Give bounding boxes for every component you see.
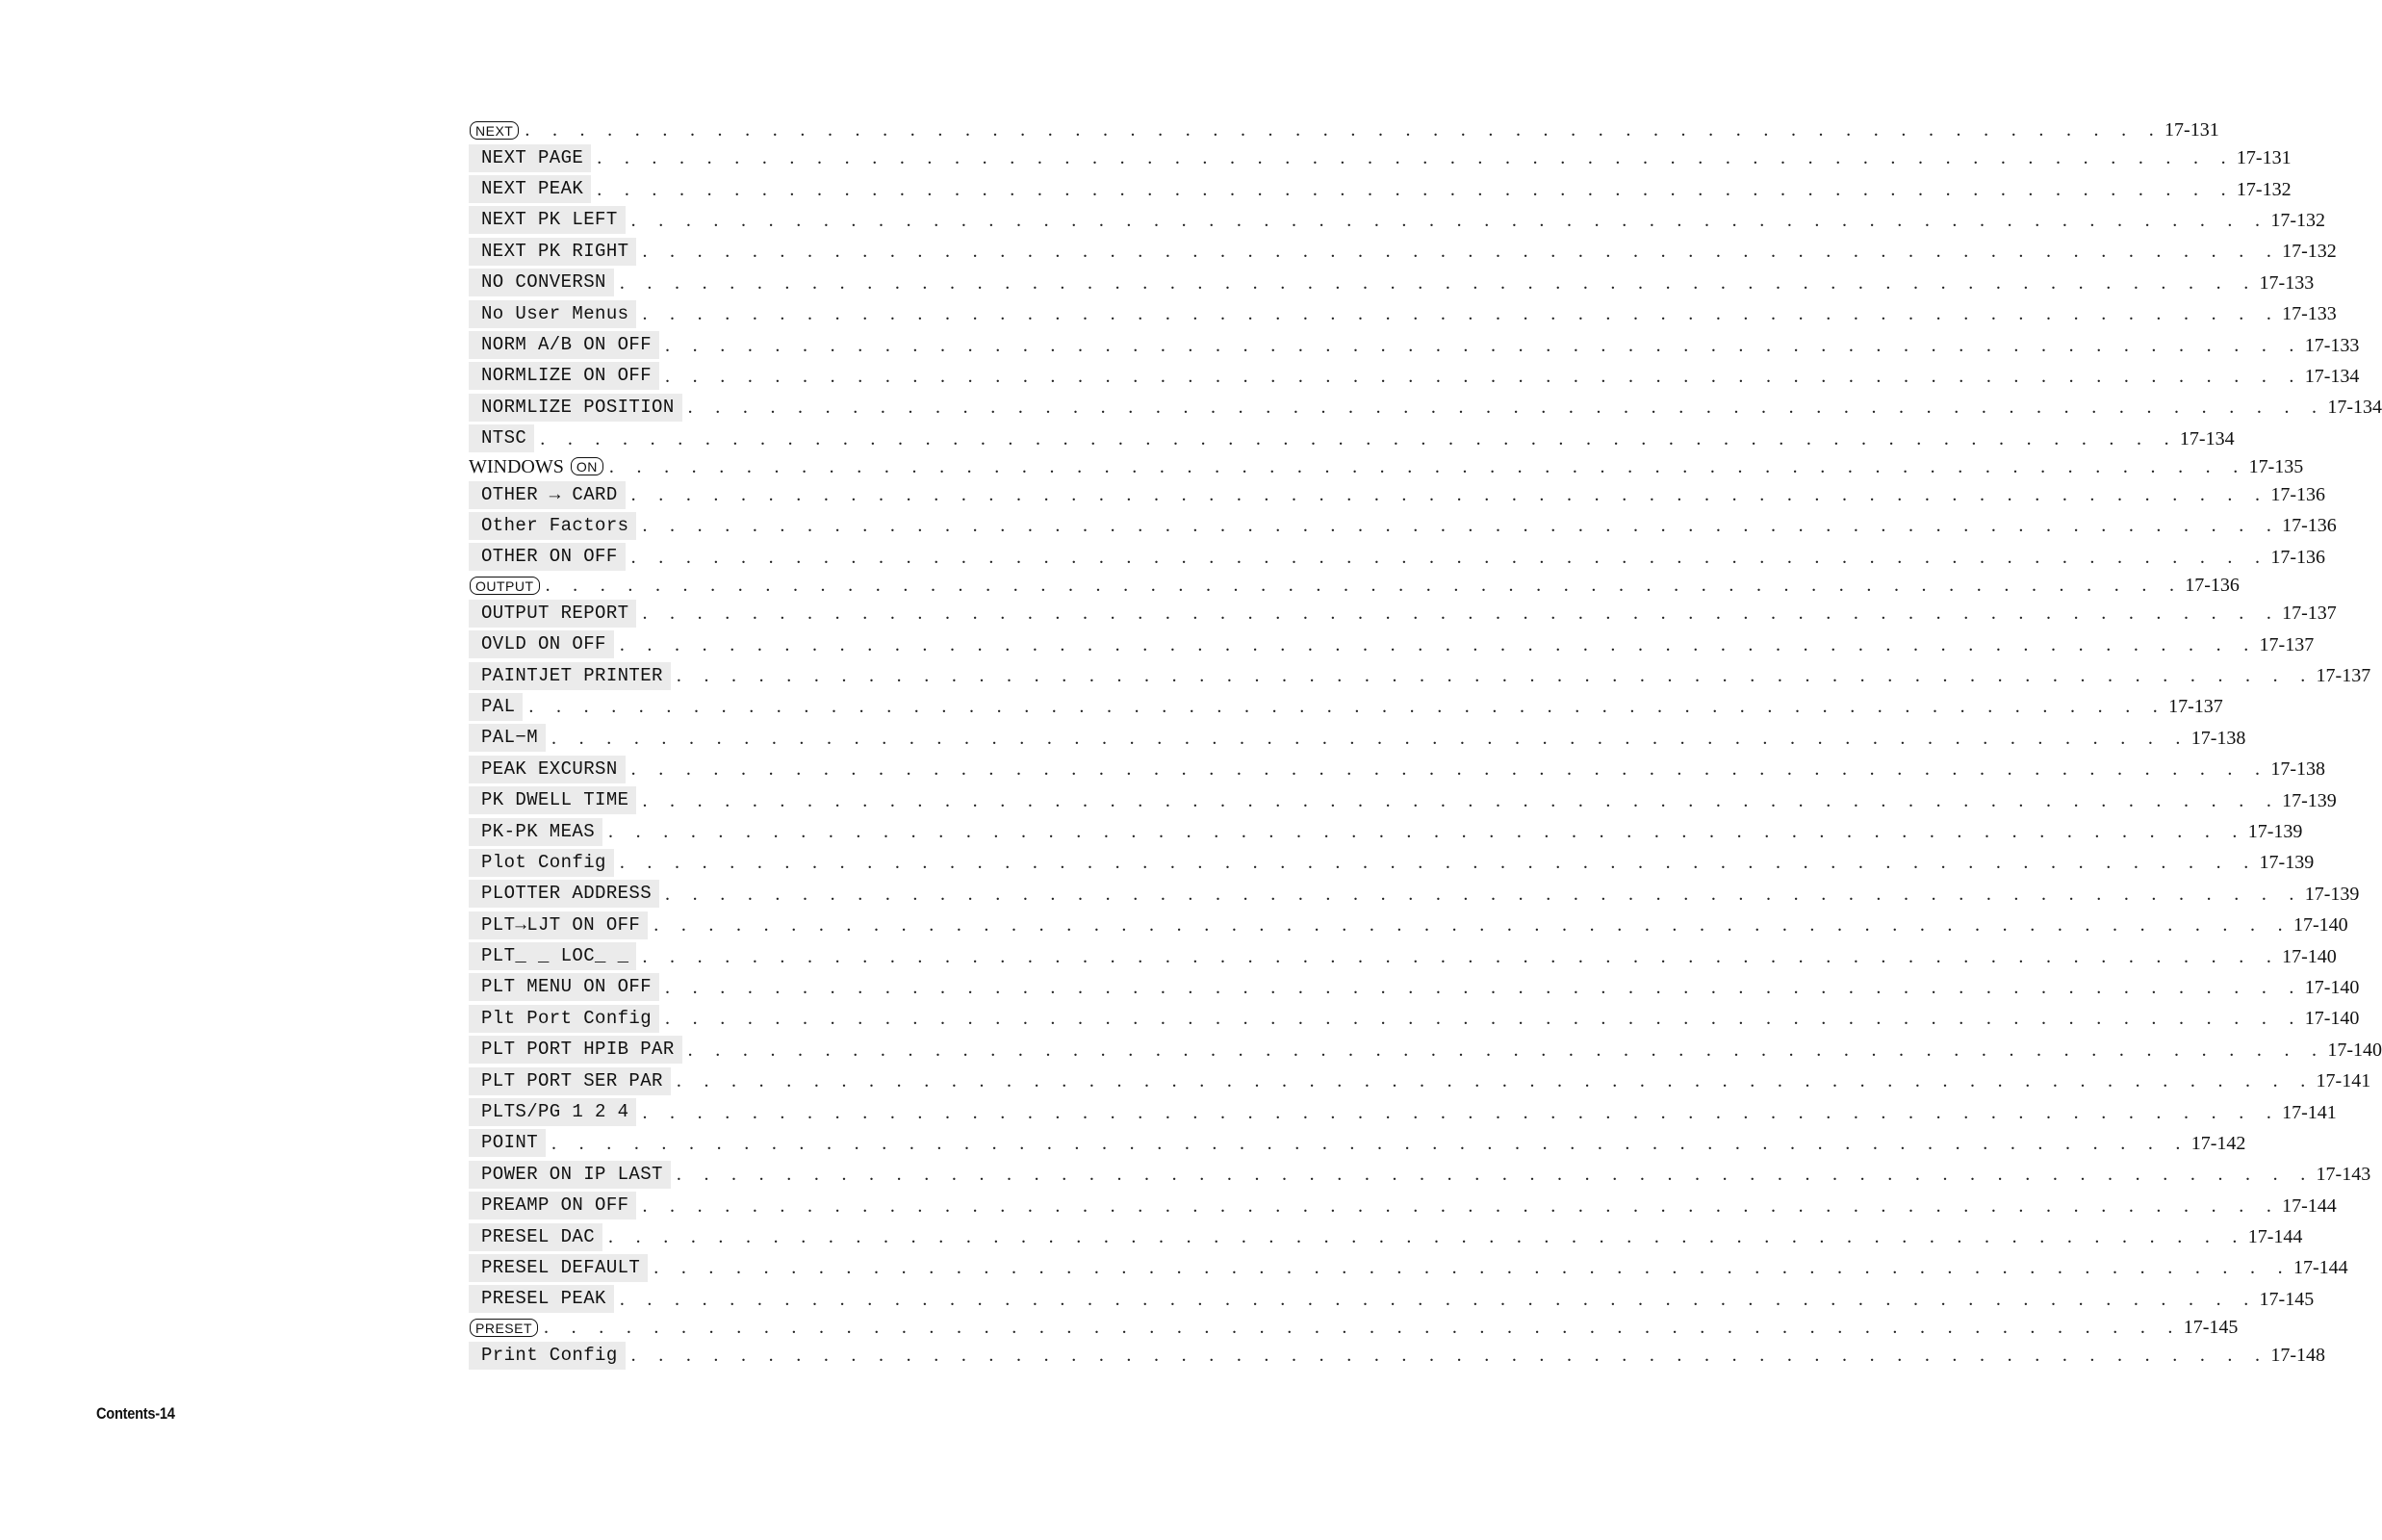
leader-dots: . . . . . . . . . . . . . . . . . . . . . . . . . . . . . . . . . . . . . . . . . . . . . . . . . . . . . . . . . . . .: [687, 1039, 2326, 1061]
toc-entry: [469, 691, 2223, 722]
toc-page-number: 17-138: [2190, 727, 2246, 749]
leader-dots: . . . . . . . . . . . . . . . . . . . . . . . . . . . . . . . . . . . . . . . . . . . . . . . . . . . . . . . . . . . .: [665, 334, 2303, 356]
toc-page-number: 17-144: [2247, 1226, 2303, 1248]
leader-dots: . . . . . . . . . . . . . . . . . . . . . . . . . . . . . . . . . . . . . . . . . . . . . . . . . . . . . . . . . . . .: [597, 178, 2235, 200]
softkey-label: PRESEL DEFAULT: [469, 1254, 648, 1282]
softkey-label: NTSC: [469, 424, 534, 452]
softkey-label: PLT→LJT ON OFF: [469, 911, 648, 939]
toc-page-number: 17-134: [2327, 397, 2382, 419]
leader-dots: . . . . . . . . . . . . . . . . . . . . . . . . . . . . . . . . . . . . . . . . . . . . . . . . . . . . . . . . . . . .: [642, 1194, 2281, 1217]
toc-page-number: 17-133: [2282, 303, 2337, 325]
toc-entry: [469, 1159, 2371, 1190]
toc-entry: [469, 629, 2315, 659]
toc-page-number: 17-135: [2248, 455, 2304, 477]
leader-dots: . . . . . . . . . . . . . . . . . . . . . . . . . . . . . . . . . . . . . . . . . . . . . . . . . . . . . . . . . . . .: [630, 546, 2269, 568]
leader-dots: . . . . . . . . . . . . . . . . . . . . . . . . . . . . . . . . . . . . . . . . . . . . . . . . . . . . . . . . . . . .: [676, 1164, 2315, 1186]
softkey-label: PAL−M: [469, 724, 546, 752]
leader-dots: . . . . . . . . . . . . . . . . . . . . . . . . . . . . . . . . . . . . . . . . . . . . . . . . . . . . . . . . . . . .: [687, 397, 2326, 419]
leader-dots: . . . . . . . . . . . . . . . . . . . . . . . . . . . . . . . . . . . . . . . . . . . . . . . . . . . . . . . . . . . .: [551, 1132, 2190, 1154]
leader-dots: . . . . . . . . . . . . . . . . . . . . . . . . . . . . . . . . . . . . . . . . . . . . . . . . . . . . . . . . . . . .: [653, 1257, 2292, 1279]
leader-dots: . . . . . . . . . . . . . . . . . . . . . . . . . . . . . . . . . . . . . . . . . . . . . . . . . . . . . . . . . . . .: [653, 914, 2292, 937]
toc-page-number: 17-133: [2304, 334, 2360, 356]
hardkey-label: ON: [571, 457, 603, 475]
toc-page-number: 17-141: [2282, 1101, 2337, 1123]
leader-dots: . . . . . . . . . . . . . . . . . . . . . . . . . . . . . . . . . . . . . . . . . . . . . . . . . . . . . . . . . . . .: [665, 1008, 2303, 1030]
leader-dots: . . . . . . . . . . . . . . . . . . . . . . . . . . . . . . . . . . . . . . . . . . . . . . . . . . . . . . . . . . . .: [630, 758, 2269, 781]
toc-entry: [469, 1340, 2325, 1371]
toc-page-number: 17-140: [2327, 1039, 2382, 1061]
softkey-label: POINT: [469, 1129, 546, 1157]
toc-page-number: 17-132: [2282, 241, 2337, 263]
toc-page-number: 17-139: [2259, 852, 2315, 874]
leader-dots: . . . . . . . . . . . . . . . . . . . . . . . . . . . . . . . . . . . . . . . . . . . . . . . . . . . . . . . . . . . .: [665, 365, 2303, 387]
leader-dots: . . . . . . . . . . . . . . . . . . . . . . . . . . . . . . . . . . . . . . . . . . . . . . . . . . . . . . . . . . . .: [642, 515, 2281, 537]
leader-dots: . . . . . . . . . . . . . . . . . . . . . . . . . . . . . . . . . . . . . . . . . . . . . . . . . . . . . . . . . . . .: [528, 696, 2167, 718]
toc-entry: [469, 1315, 2239, 1340]
toc-page-number: 17-131: [2164, 119, 2219, 141]
leader-dots: . . . . . . . . . . . . . . . . . . . . . . . . . . . . . . . . . . . . . . . . . . . . . . . . . . . . . . . . . . . .: [642, 603, 2281, 625]
toc-entry: [469, 1065, 2371, 1096]
toc-entry: [469, 142, 2292, 173]
toc-entry: [469, 940, 2337, 971]
leader-dots: . . . . . . . . . . . . . . . . . . . . . . . . . . . . . . . . . . . . . . . . . . . . . . . . . . . . . . . . . . . .: [642, 945, 2281, 967]
softkey-label: PLOTTER ADDRESS: [469, 880, 659, 908]
toc-page-number: 17-140: [2304, 976, 2360, 998]
softkey-label: OTHER → CARD: [469, 481, 626, 509]
toc-page-number: 17-140: [2292, 914, 2348, 937]
toc-page-number: 17-132: [2270, 209, 2325, 231]
toc-entry: [469, 510, 2337, 541]
toc-entry: [469, 816, 2303, 847]
leader-dots: . . . . . . . . . . . . . . . . . . . . . . . . . . . . . . . . . . . . . . . . . . . . . . . . . . . . . . . . . . . .: [525, 119, 2164, 141]
toc-entry: [469, 454, 2304, 479]
leader-dots: . . . . . . . . . . . . . . . . . . . . . . . . . . . . . . . . . . . . . . . . . . . . . . . . . . . . . . . . . . . .: [642, 789, 2281, 811]
toc-page-number: 17-139: [2247, 821, 2303, 842]
toc-page-number: 17-134: [2179, 427, 2235, 449]
softkey-label: PAL: [469, 693, 523, 721]
leader-dots: . . . . . . . . . . . . . . . . . . . . . . . . . . . . . . . . . . . . . . . . . . . . . . . . . . . . . . . . . . . .: [665, 976, 2303, 998]
toc-entry-mixed-label: [469, 457, 603, 476]
leader-dots: . . . . . . . . . . . . . . . . . . . . . . . . . . . . . . . . . . . . . . . . . . . . . . . . . . . . . . . . . . . .: [619, 1288, 2258, 1310]
toc-entry: [469, 879, 2360, 910]
softkey-label: PLTS/PG 1 2 4: [469, 1098, 636, 1126]
toc-entry-prefix: WINDOWS: [469, 455, 564, 477]
hardkey-label: OUTPUT: [470, 577, 540, 595]
toc-page-number: 17-133: [2259, 271, 2315, 294]
softkey-label: PLT PORT SER PAR: [469, 1067, 671, 1095]
toc-page-number: 17-143: [2316, 1164, 2371, 1186]
leader-dots: . . . . . . . . . . . . . . . . . . . . . . . . . . . . . . . . . . . . . . . . . . . . . . . . . . . . . . . . . . . .: [619, 852, 2258, 874]
leader-dots: . . . . . . . . . . . . . . . . . . . . . . . . . . . . . . . . . . . . . . . . . . . . . . . . . . . . . . . . . . . .: [676, 1070, 2315, 1092]
toc-page-number: 17-144: [2282, 1194, 2337, 1217]
leader-dots: . . . . . . . . . . . . . . . . . . . . . . . . . . . . . . . . . . . . . . . . . . . . . . . . . . . . . . . . . . . .: [665, 883, 2303, 905]
softkey-label: NO CONVERSN: [469, 269, 614, 296]
toc-page-number: 17-140: [2282, 945, 2337, 967]
toc-entry: [469, 236, 2337, 267]
softkey-label: Print Config: [469, 1342, 626, 1370]
softkey-label: NEXT PEAK: [469, 175, 591, 203]
softkey-label: PREAMP ON OFF: [469, 1192, 636, 1219]
leader-dots: . . . . . . . . . . . . . . . . . . . . . . . . . . . . . . . . . . . . . . . . . . . . . . . . . . . . . . . . . . . .: [545, 575, 2184, 597]
leader-dots: . . . . . . . . . . . . . . . . . . . . . . . . . . . . . . . . . . . . . . . . . . . . . . . . . . . . . . . . . . . .: [619, 271, 2258, 294]
toc-page-number: 17-134: [2304, 365, 2360, 387]
softkey-label: Plt Port Config: [469, 1005, 659, 1033]
leader-dots: . . . . . . . . . . . . . . . . . . . . . . . . . . . . . . . . . . . . . . . . . . . . . . . . . . . . . . . . . . . .: [630, 209, 2269, 231]
softkey-label: PLT MENU ON OFF: [469, 973, 659, 1001]
softkey-label: Other Factors: [469, 512, 636, 540]
softkey-label: POWER ON IP LAST: [469, 1161, 671, 1189]
toc-page-number: 17-137: [2259, 633, 2315, 655]
leader-dots: . . . . . . . . . . . . . . . . . . . . . . . . . . . . . . . . . . . . . . . . . . . . . . . . . . . . . . . . . . . .: [597, 147, 2235, 169]
toc-entry: [469, 329, 2360, 360]
softkey-label: NORMLIZE POSITION: [469, 394, 682, 422]
toc-entry: [469, 1221, 2303, 1252]
softkey-label: PRESEL DAC: [469, 1223, 602, 1251]
toc-page-number: 17-141: [2316, 1070, 2371, 1092]
leader-dots: . . . . . . . . . . . . . . . . . . . . . . . . . . . . . . . . . . . . . . . . . . . . . . . . . . . . . . . . . . . .: [676, 665, 2315, 687]
leader-dots: . . . . . . . . . . . . . . . . . . . . . . . . . . . . . . . . . . . . . . . . . . . . . . . . . . . . . . . . . . . .: [608, 821, 2246, 842]
softkey-label: NORMLIZE ON OFF: [469, 362, 659, 390]
hardkey-label: NEXT: [470, 121, 519, 140]
toc-entry: [469, 392, 2382, 423]
toc-page-number: 17-138: [2270, 758, 2325, 781]
softkey-label: PAINTJET PRINTER: [469, 662, 671, 690]
toc-entry: [469, 173, 2292, 204]
toc-page-number: 17-136: [2270, 546, 2325, 568]
table-of-contents: [469, 117, 2382, 1371]
toc-page-number: 17-142: [2190, 1132, 2246, 1154]
softkey-label: NEXT PK RIGHT: [469, 238, 636, 266]
leader-dots: . . . . . . . . . . . . . . . . . . . . . . . . . . . . . . . . . . . . . . . . . . . . . . . . . . . . . . . . . . . .: [540, 427, 2178, 449]
toc-page-number: 17-139: [2304, 883, 2360, 905]
toc-page-number: 17-136: [2185, 575, 2240, 597]
toc-entry: [469, 542, 2325, 573]
toc-entry: [469, 1284, 2315, 1315]
toc-entry: [469, 1035, 2382, 1065]
toc-entry: [469, 298, 2337, 329]
hardkey-label: PRESET: [470, 1319, 538, 1337]
toc-entry: [469, 972, 2360, 1003]
toc-page-number: 17-145: [2259, 1288, 2315, 1310]
toc-entry: [469, 1003, 2360, 1034]
toc-entry: [469, 1128, 2246, 1159]
softkey-label: PEAK EXCURSN: [469, 756, 626, 783]
toc-entry: [469, 660, 2371, 691]
softkey-label: PK DWELL TIME: [469, 786, 636, 814]
softkey-label: OTHER ON OFF: [469, 543, 626, 571]
toc-entry: [469, 479, 2325, 510]
softkey-label: NORM A/B ON OFF: [469, 331, 659, 359]
leader-dots: . . . . . . . . . . . . . . . . . . . . . . . . . . . . . . . . . . . . . . . . . . . . . . . . . . . . . . . . . . . .: [642, 303, 2281, 325]
softkey-label: OUTPUT REPORT: [469, 600, 636, 628]
softkey-label: PLT_ _ LOC_ _: [469, 942, 636, 970]
toc-page-number: 17-144: [2292, 1257, 2348, 1279]
toc-entry: [469, 1191, 2337, 1221]
toc-entry: [469, 117, 2219, 142]
page-footer-label: Contents-14: [96, 1404, 175, 1423]
leader-dots: . . . . . . . . . . . . . . . . . . . . . . . . . . . . . . . . . . . . . . . . . . . . . . . . . . . . . . . . . . . .: [619, 633, 2258, 655]
toc-entry: [469, 361, 2360, 392]
leader-dots: . . . . . . . . . . . . . . . . . . . . . . . . . . . . . . . . . . . . . . . . . . . . . . . . . . . . . . . . . . . .: [608, 1226, 2246, 1248]
toc-entry: [469, 1096, 2337, 1127]
softkey-label: Plot Config: [469, 849, 614, 877]
toc-page-number: 17-139: [2282, 789, 2337, 811]
toc-entry: [469, 598, 2337, 629]
toc-page-number: 17-131: [2236, 147, 2292, 169]
leader-dots: . . . . . . . . . . . . . . . . . . . . . . . . . . . . . . . . . . . . . . . . . . . . . . . . . . . . . . . . . . . .: [608, 455, 2247, 477]
toc-page-number: 17-137: [2168, 696, 2223, 718]
leader-dots: . . . . . . . . . . . . . . . . . . . . . . . . . . . . . . . . . . . . . . . . . . . . . . . . . . . . . . . . . . . .: [551, 727, 2190, 749]
softkey-label: PK-PK MEAS: [469, 818, 602, 846]
toc-page-number: 17-137: [2316, 665, 2371, 687]
softkey-label: No User Menus: [469, 300, 636, 328]
toc-page-number: 17-145: [2183, 1317, 2239, 1339]
toc-entry: [469, 1252, 2348, 1283]
toc-page-number: 17-137: [2282, 603, 2337, 625]
toc-entry: [469, 268, 2315, 298]
leader-dots: . . . . . . . . . . . . . . . . . . . . . . . . . . . . . . . . . . . . . . . . . . . . . . . . . . . . . . . . . . . .: [642, 241, 2281, 263]
toc-page-number: 17-136: [2270, 484, 2325, 506]
softkey-label: PLT PORT HPIB PAR: [469, 1036, 682, 1064]
toc-page-number: 17-136: [2282, 515, 2337, 537]
leader-dots: . . . . . . . . . . . . . . . . . . . . . . . . . . . . . . . . . . . . . . . . . . . . . . . . . . . . . . . . . . . .: [630, 484, 2269, 506]
leader-dots: . . . . . . . . . . . . . . . . . . . . . . . . . . . . . . . . . . . . . . . . . . . . . . . . . . . . . . . . . . . .: [642, 1101, 2281, 1123]
toc-entry: [469, 784, 2337, 815]
toc-page-number: 17-132: [2236, 178, 2292, 200]
softkey-label: PRESEL PEAK: [469, 1285, 614, 1313]
softkey-label: NEXT PK LEFT: [469, 206, 626, 234]
toc-entry: [469, 754, 2325, 784]
toc-entry: [469, 424, 2235, 454]
leader-dots: . . . . . . . . . . . . . . . . . . . . . . . . . . . . . . . . . . . . . . . . . . . . . . . . . . . . . . . . . . . .: [630, 1345, 2269, 1367]
softkey-label: OVLD ON OFF: [469, 630, 614, 658]
toc-page-number: 17-148: [2270, 1345, 2325, 1367]
toc-entry: [469, 723, 2246, 754]
softkey-label: NEXT PAGE: [469, 144, 591, 172]
leader-dots: . . . . . . . . . . . . . . . . . . . . . . . . . . . . . . . . . . . . . . . . . . . . . . . . . . . . . . . . . . . .: [544, 1317, 2182, 1339]
toc-page-number: 17-140: [2304, 1008, 2360, 1030]
toc-entry: [469, 573, 2240, 598]
toc-entry: [469, 205, 2325, 236]
toc-entry: [469, 910, 2348, 940]
toc-entry: [469, 847, 2315, 878]
